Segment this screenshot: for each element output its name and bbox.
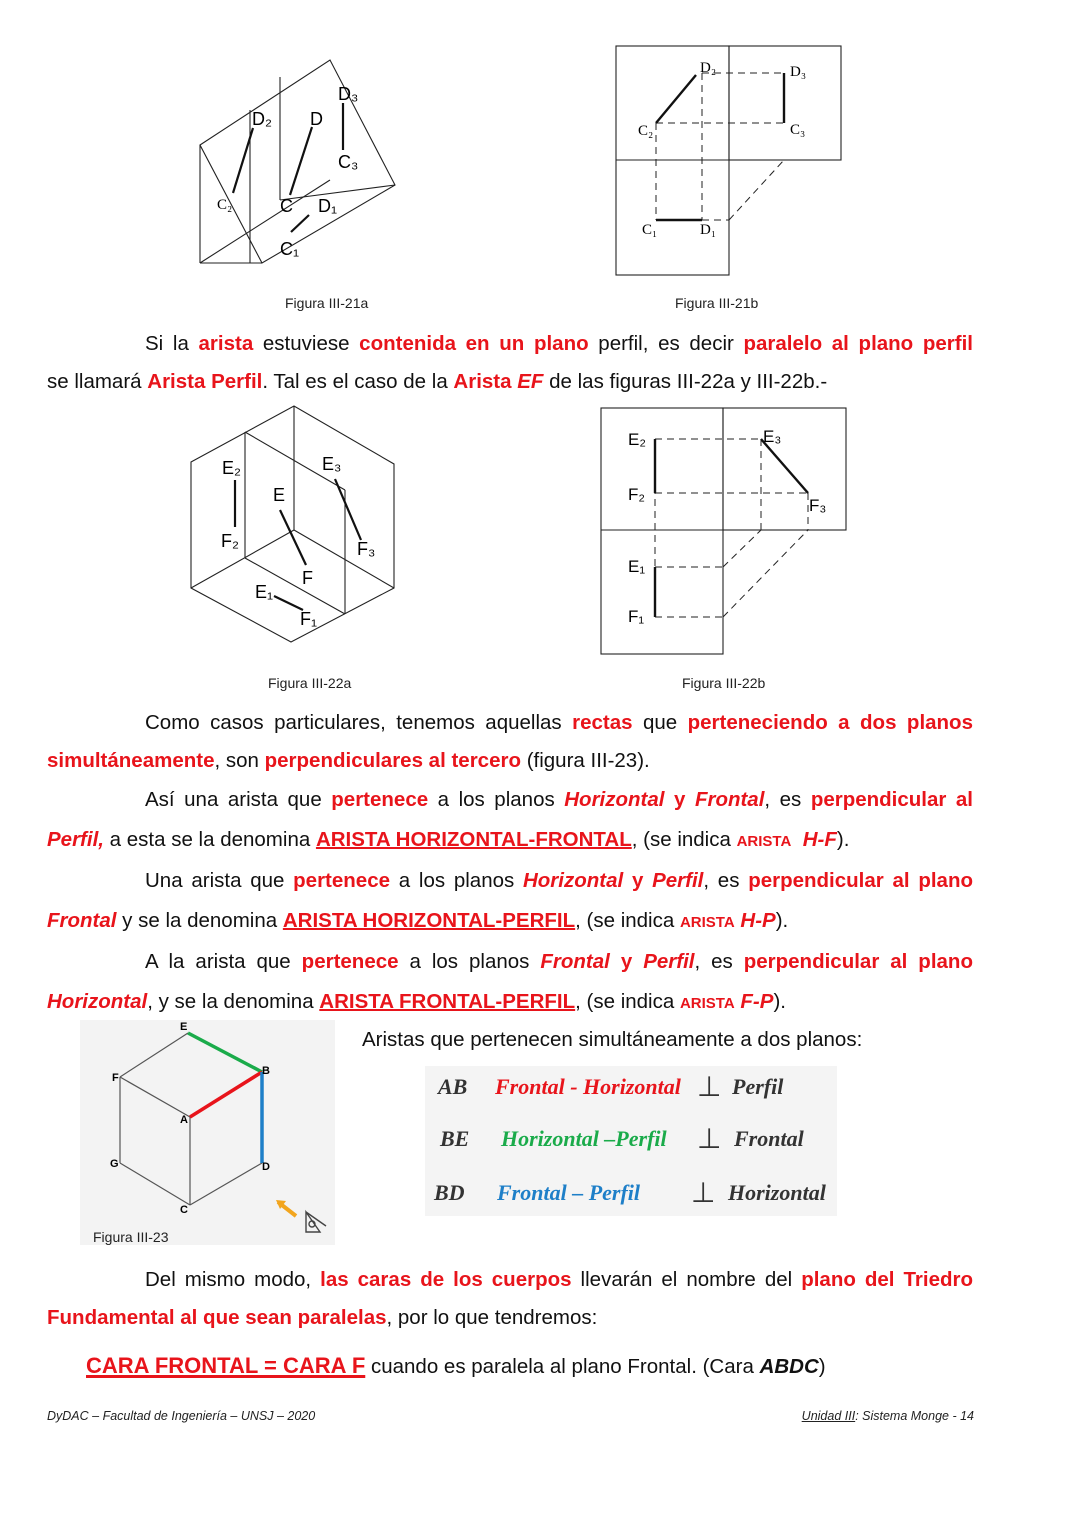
row-ab-edge: AB: [438, 1074, 468, 1099]
label-f1: F₁: [300, 609, 318, 629]
label-e: E: [180, 1021, 188, 1033]
label-f3: F₃: [357, 539, 376, 559]
figure-iii-22a: [185, 402, 405, 647]
cara-frontal-line: CARA FRONTAL = CARA F cuando es paralela al plano Frontal. (Cara ABDC): [86, 1353, 826, 1378]
row-be-edge: BE: [440, 1126, 470, 1151]
label-e1: E₁: [628, 557, 646, 576]
paragraph-casos-particulares: Como casos particulares, tenemos aquellas rectas que perteneciendo a dos planos simultáneamente, son perpendiculares al tercero (figura III-23).: [47, 711, 973, 772]
label-e3: E₃: [763, 427, 782, 446]
row-be-plane: Frontal: [734, 1126, 804, 1151]
term-arista-horizontal-perfil: ARISTA HORIZONTAL-PERFIL: [282, 909, 576, 932]
paragraph-arista-h-f: Así una arista que pertenece a los planos Horizontal y Frontal, es perpendicular al Perfil, a esta se la denomina ARISTA HORIZONTAL-FRONTAL, (se indica ARISTA H-F).: [47, 788, 973, 851]
row-bd-plane: Horizontal: [728, 1180, 826, 1205]
row-ab-planes: Frontal - Horizontal: [495, 1074, 681, 1099]
label-c1: C₁: [280, 239, 300, 259]
label-d1: D₁: [700, 222, 717, 238]
footer-left: DyDAC – Facultad de Ingeniería – UNSJ – 2020: [47, 1409, 316, 1423]
caption-iii-22a: Figura III-22a: [268, 675, 352, 691]
label-d1: D₁: [318, 196, 338, 216]
term-cara-frontal: CARA FRONTAL = CARA F: [86, 1353, 366, 1378]
label-f1: F₁: [628, 607, 645, 626]
label-c: C: [280, 196, 293, 216]
paragraph-arista-h-p: Una arista que pertenece a los planos Horizontal y Perfil, es perpendicular al plano Frontal y se la denomina ARISTA HORIZONTAL-PERFIL, (se indica ARISTA H-P).: [47, 869, 973, 932]
label-e3: E₃: [322, 454, 342, 474]
label-e2: E₂: [628, 430, 646, 449]
label-c2: C₂: [638, 123, 654, 139]
label-d: D: [310, 109, 323, 129]
paragraph-arista-perfil: Si la arista estuviese contenida en un plano perfil, es decir paralelo al plano perfil se llamará Arista Perfil. Tal es el caso de la Arista EF de las figuras III-22a y III-22b.-: [47, 332, 973, 393]
perpendicular-icon: ⊥: [697, 1124, 722, 1155]
label-g: G: [110, 1158, 119, 1170]
label-f3: F₃: [809, 496, 827, 515]
row-bd-planes: Frontal – Perfil: [497, 1180, 641, 1205]
label-c3: C₃: [790, 122, 806, 138]
caption-iii-21a: Figura III-21a: [285, 295, 369, 311]
label-a: A: [180, 1114, 188, 1126]
label-d2: D₂: [700, 60, 717, 76]
figure-iii-22b: [595, 402, 855, 660]
label-c3: C₃: [338, 152, 359, 172]
caption-iii-23: Figura III-23: [93, 1229, 169, 1245]
label-d3: D₃: [790, 64, 807, 80]
caption-iii-21b: Figura III-21b: [675, 295, 759, 311]
label-d2: D₂: [252, 109, 272, 129]
label-f: F: [112, 1072, 119, 1084]
paragraph-arista-f-p: A la arista que pertenece a los planos Frontal y Perfil, es perpendicular al plano Horizontal, y se la denomina ARISTA FRONTAL-PERFIL, (se indica ARISTA F-P).: [47, 950, 973, 1013]
label-c2: C₂: [217, 197, 233, 213]
figure-iii-23: [80, 1020, 335, 1245]
label-d3: D₃: [338, 84, 359, 104]
figure-iii-21b: [610, 40, 850, 280]
label-c1: C₁: [642, 222, 658, 238]
label-f2: F₂: [221, 531, 239, 551]
perpendicular-icon: ⊥: [697, 1072, 722, 1103]
aristas-title: Aristas que pertenecen simultáneamente a dos planos:: [362, 1028, 863, 1051]
label-c: C: [180, 1204, 188, 1216]
label-e2: E₂: [222, 458, 241, 478]
row-be-planes: Horizontal –Perfil: [501, 1126, 667, 1151]
label-d: D: [262, 1161, 270, 1173]
figure-iii-21a: [190, 55, 410, 270]
row-bd-edge: BD: [434, 1180, 465, 1205]
label-b: B: [262, 1065, 270, 1077]
row-ab-plane: Perfil: [732, 1074, 784, 1099]
term-arista-horizontal-frontal: ARISTA HORIZONTAL-FRONTAL: [315, 828, 632, 851]
footer-right: Unidad III: Sistema Monge - 14: [801, 1409, 974, 1423]
paragraph-caras: Del mismo modo, las caras de los cuerpos llevarán el nombre del plano del Triedro Fundamental al que sean paralelas, por lo que tendremos:: [47, 1268, 973, 1329]
label-e1: E₁: [255, 582, 274, 602]
label-e: E: [273, 485, 286, 505]
term-arista-frontal-perfil: ARISTA FRONTAL-PERFIL: [319, 990, 576, 1013]
aristas-table: [425, 1066, 837, 1216]
label-f2: F₂: [628, 485, 645, 504]
label-f: F: [302, 568, 313, 588]
caption-iii-22b: Figura III-22b: [682, 675, 766, 691]
perpendicular-icon: ⊥: [691, 1178, 716, 1209]
